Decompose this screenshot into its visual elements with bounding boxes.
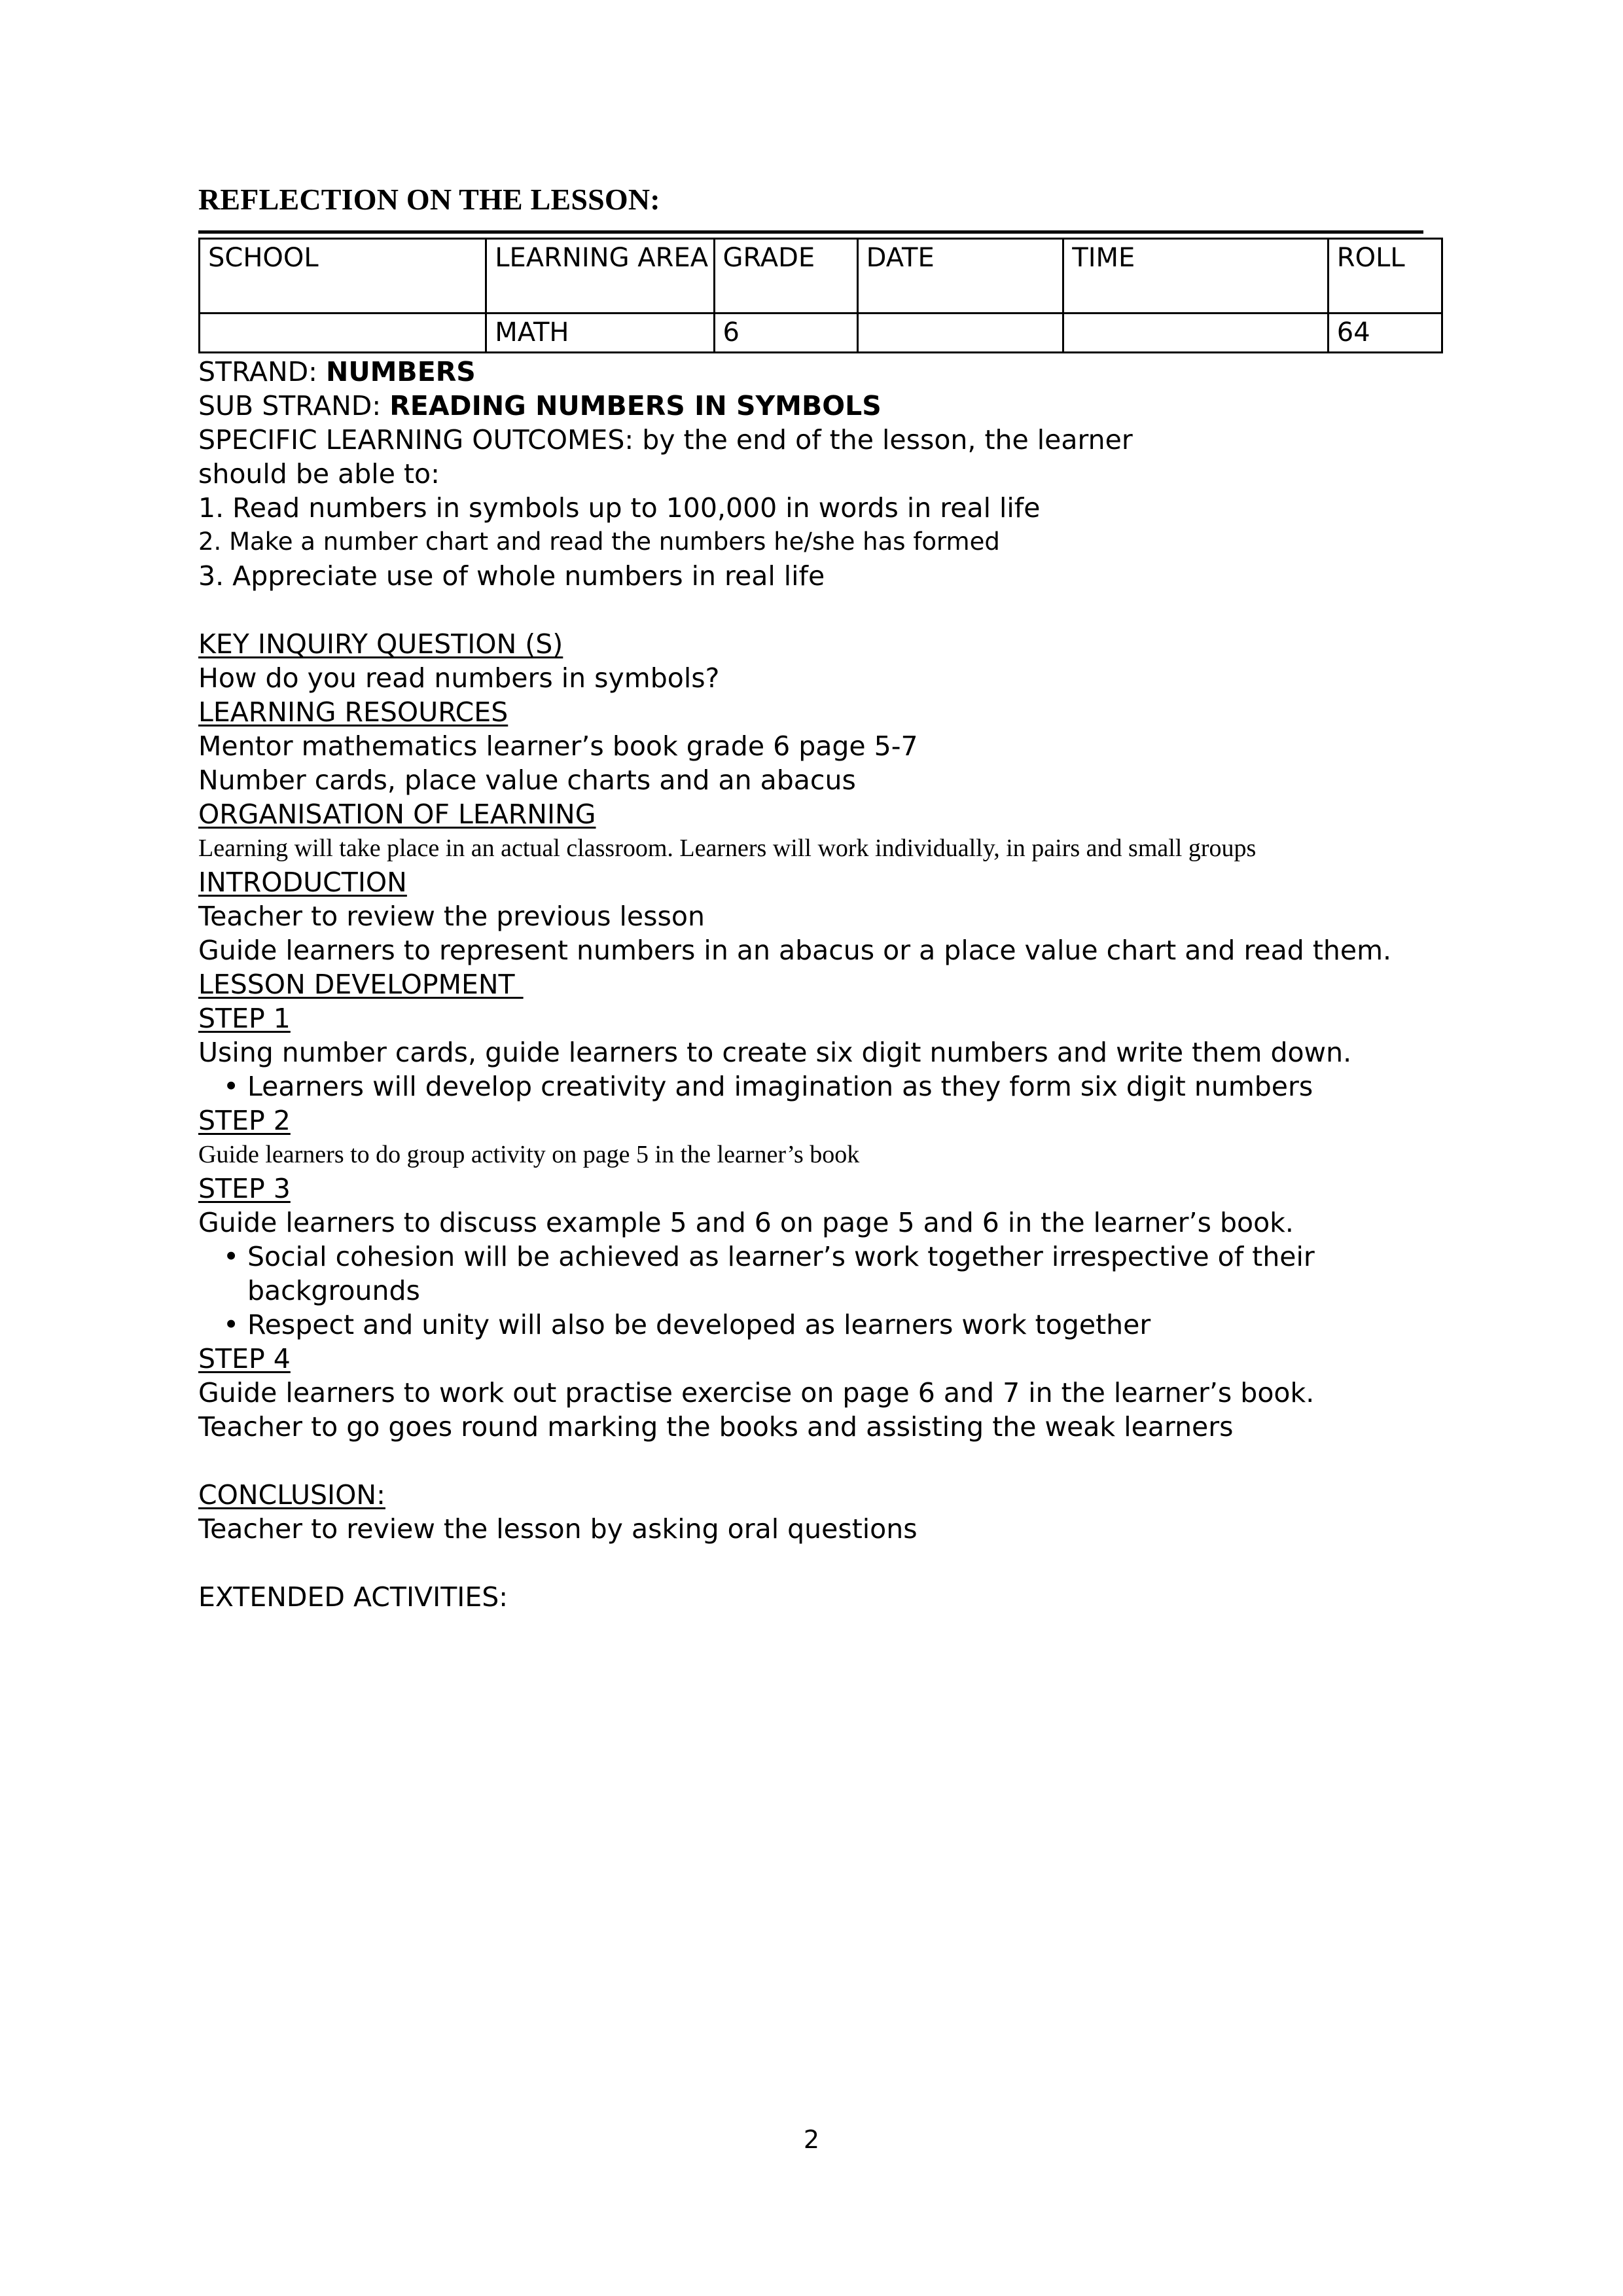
table-cell-learning-area: MATH (486, 314, 714, 353)
learning-resources-heading: LEARNING RESOURCES (198, 696, 508, 728)
outcome-item-3: 3. Appreciate use of whole numbers in real life (198, 560, 825, 592)
spacer-line-1 (198, 593, 1435, 627)
organisation-of-learning-text: Learning will take place in an actual classroom. Learners will work individually, in pairs and small groups (198, 834, 1257, 862)
page-number-footer: 2 (803, 2125, 820, 2154)
table-cell-roll: 64 (1328, 314, 1442, 353)
introduction-text-1: Teacher to review the previous lesson (198, 901, 705, 932)
step-3-heading: STEP 3 (198, 1173, 291, 1204)
lesson-body (198, 355, 1435, 1614)
table-header-grade: GRADE (714, 239, 857, 314)
spacer-line-3 (198, 1546, 1435, 1580)
page-title: REFLECTION ON THE LESSON: (198, 183, 660, 216)
extended-activities-heading: EXTENDED ACTIVITIES: (198, 1581, 508, 1613)
conclusion-text: Teacher to review the lesson by asking oral questions (198, 1513, 918, 1545)
step-4-heading: STEP 4 (198, 1343, 291, 1374)
table-header-school: SCHOOL (200, 239, 486, 314)
step-1-bullet-1: Learners will develop creativity and imagination as they form six digit numbers (247, 1071, 1313, 1102)
step-2-heading: STEP 2 (198, 1105, 291, 1136)
document-content (198, 182, 1435, 1614)
outcomes-intro-line-2: should be able to: (198, 458, 440, 490)
strand-value: NUMBERS (326, 356, 476, 387)
step-3-bullet-1: Social cohesion will be achieved as learner’s work together irrespective of their backgrounds (247, 1241, 1315, 1306)
learning-resource-item-2: Number cards, place value charts and an abacus (198, 764, 856, 796)
table-cell-school (200, 314, 486, 353)
table-header-time: TIME (1063, 239, 1329, 314)
horizontal-rule (198, 230, 1423, 234)
table-cell-date (857, 314, 1063, 353)
learning-resource-item-1: Mentor mathematics learner’s book grade 6 page 5-7 (198, 730, 918, 762)
step-4-text-1: Guide learners to work out practise exercise on page 6 and 7 in the learner’s book. (198, 1377, 1315, 1408)
lesson-info-table (198, 238, 1443, 353)
spacer-line-2 (198, 1444, 1435, 1478)
table-header-date: DATE (857, 239, 1063, 314)
step-2-text: Guide learners to do group activity on page 5 in the learner’s book (198, 1141, 860, 1168)
step-4-text-2: Teacher to go goes round marking the books and assisting the weak learners (198, 1411, 1234, 1443)
list-item (198, 1240, 1435, 1308)
introduction-heading: INTRODUCTION (198, 867, 407, 898)
key-inquiry-heading: KEY INQUIRY QUESTION (S) (198, 628, 563, 660)
sub-strand-line (198, 389, 1435, 423)
table-row (200, 314, 1442, 353)
conclusion-heading: CONCLUSION: (198, 1479, 385, 1511)
bullet-icon: • (223, 1241, 240, 1272)
strand-line (198, 355, 1435, 389)
strand-label: STRAND: (198, 356, 327, 387)
lesson-development-heading: LESSON DEVELOPMENT (198, 969, 524, 1000)
step-3-bullet-2: Respect and unity will also be developed as learners work together (247, 1309, 1151, 1340)
key-inquiry-question: How do you read numbers in symbols? (198, 662, 720, 694)
outcomes-intro-line-1: SPECIFIC LEARNING OUTCOMES: by the end of the lesson, the learner (198, 424, 1133, 456)
table-cell-time (1063, 314, 1329, 353)
outcome-item-1: 1. Read numbers in symbols up to 100,000 in words in real life (198, 492, 1041, 524)
sub-strand-value: READING NUMBERS IN SYMBOLS (389, 390, 882, 422)
step-1-heading: STEP 1 (198, 1003, 291, 1034)
outcome-item-2: 2. Make a number chart and read the numbers he/she has formed (198, 528, 1000, 556)
introduction-text-2: Guide learners to represent numbers in an abacus or a place value chart and read them. (198, 935, 1392, 966)
table-header-roll: ROLL (1328, 239, 1442, 314)
list-item (198, 1308, 1435, 1342)
step-3-text: Guide learners to discuss example 5 and 6 on page 5 and 6 in the learner’s book. (198, 1207, 1294, 1238)
list-item (198, 1069, 1435, 1103)
table-row-headers (200, 239, 1442, 314)
bullet-icon: • (223, 1309, 240, 1340)
organisation-of-learning-heading: ORGANISATION OF LEARNING (198, 798, 596, 830)
table-cell-grade: 6 (714, 314, 857, 353)
bullet-icon: • (223, 1071, 240, 1102)
table-header-learning-area: LEARNING AREA (486, 239, 714, 314)
step-1-text: Using number cards, guide learners to create six digit numbers and write them down. (198, 1037, 1352, 1068)
sub-strand-label: SUB STRAND: (198, 390, 390, 422)
